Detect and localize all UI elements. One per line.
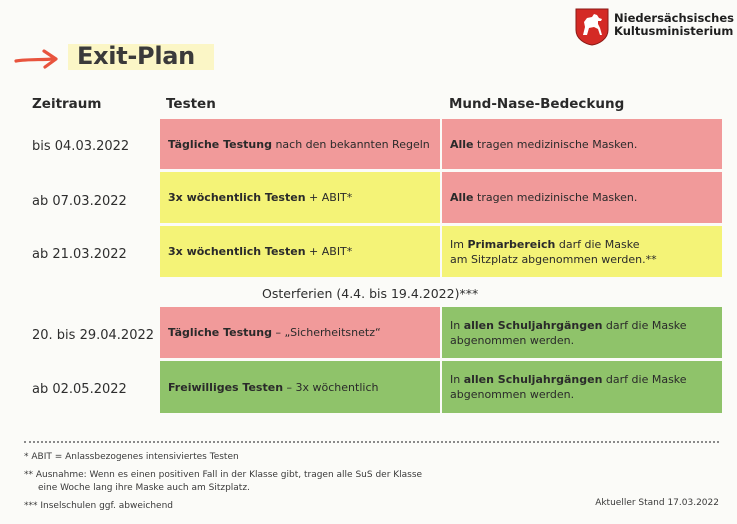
period-row-3: ab 21.03.2022 xyxy=(32,247,127,262)
column-header-testing: Testen xyxy=(166,96,216,112)
arrow-right-icon xyxy=(14,48,60,70)
testing-rest: – „Sicherheitsnetz“ xyxy=(271,326,381,339)
testing-cell-row-5 xyxy=(160,361,440,413)
footnote-exception-line-1: ** Ausnahme: Wenn es einen positiven Fall in der Klasse gibt, tragen alle SuS der Klasse xyxy=(24,470,423,480)
mask-line-2: abgenommen werden. xyxy=(450,333,575,347)
footnote-divider xyxy=(24,441,719,443)
footnote-islands: *** Inselschulen ggf. abweichend xyxy=(24,501,173,511)
mask-cell-row-4 xyxy=(442,307,722,358)
testing-bold: Freiwilliges Testen xyxy=(168,380,284,394)
mask-pre: In xyxy=(450,373,464,386)
testing-rest: + ABIT* xyxy=(305,191,353,204)
footnote-abit: * ABIT = Anlassbezogenes intensiviertes Testen xyxy=(24,452,239,462)
mask-line-2: am Sitzplatz abgenommen werden.** xyxy=(450,252,657,266)
testing-rest: – 3x wöchentlich xyxy=(283,380,379,394)
mask-rest: darf die Maske xyxy=(555,237,640,251)
mask-rest: tragen medizinische Masken. xyxy=(473,137,638,151)
mask-cell-row-2 xyxy=(442,172,722,223)
column-header-period: Zeitraum xyxy=(32,96,102,112)
mask-rest: darf die Maske xyxy=(602,373,687,386)
mask-bold: allen Schuljahrgängen xyxy=(463,318,603,332)
testing-bold: Tägliche Testung xyxy=(168,326,272,339)
testing-cell-row-2 xyxy=(160,172,440,223)
mask-bold: Primarbereich xyxy=(467,237,556,251)
footnote-exception-line-2: eine Woche lang ihre Maske auch am Sitzplatz. xyxy=(38,483,250,493)
testing-cell-row-1 xyxy=(160,119,440,169)
status-date: Aktueller Stand 17.03.2022 xyxy=(595,498,719,508)
mask-rest: darf die Maske xyxy=(602,318,687,332)
testing-rest: + ABIT* xyxy=(305,245,353,258)
mask-bold: Alle xyxy=(450,137,474,151)
testing-cell-row-3 xyxy=(160,226,440,277)
mask-cell-row-1 xyxy=(442,119,722,169)
mask-rest: tragen medizinische Masken. xyxy=(473,191,638,204)
testing-rest: nach den bekannten Regeln xyxy=(271,137,430,151)
testing-bold: 3x wöchentlich Testen xyxy=(168,245,306,258)
ministry-logo xyxy=(575,8,609,46)
period-row-5: ab 02.05.2022 xyxy=(32,382,127,397)
mask-bold: Alle xyxy=(450,191,474,204)
mask-line-2: abgenommen werden. xyxy=(450,388,575,401)
period-row-4: 20. bis 29.04.2022 xyxy=(32,328,155,343)
page-title: Exit-Plan xyxy=(77,42,195,70)
ministry-line-1: Niedersächsisches xyxy=(614,11,734,25)
ministry-name xyxy=(614,12,734,38)
period-row-1: bis 04.03.2022 xyxy=(32,139,130,154)
testing-cell-row-4 xyxy=(160,307,440,358)
mask-bold: allen Schuljahrgängen xyxy=(463,373,603,386)
column-header-mask: Mund-Nase-Bedeckung xyxy=(449,96,625,112)
ministry-line-2: Kultusministerium xyxy=(614,24,734,38)
testing-bold: 3x wöchentlich Testen xyxy=(168,191,306,204)
period-row-2: ab 07.03.2022 xyxy=(32,194,127,209)
mask-cell-row-3 xyxy=(442,226,722,277)
mask-pre: Im xyxy=(450,237,468,251)
testing-bold: Tägliche Testung xyxy=(168,137,272,151)
mask-pre: In xyxy=(450,318,464,332)
mask-cell-row-5 xyxy=(442,361,722,413)
easter-holidays-note: Osterferien (4.4. bis 19.4.2022)*** xyxy=(262,286,479,301)
